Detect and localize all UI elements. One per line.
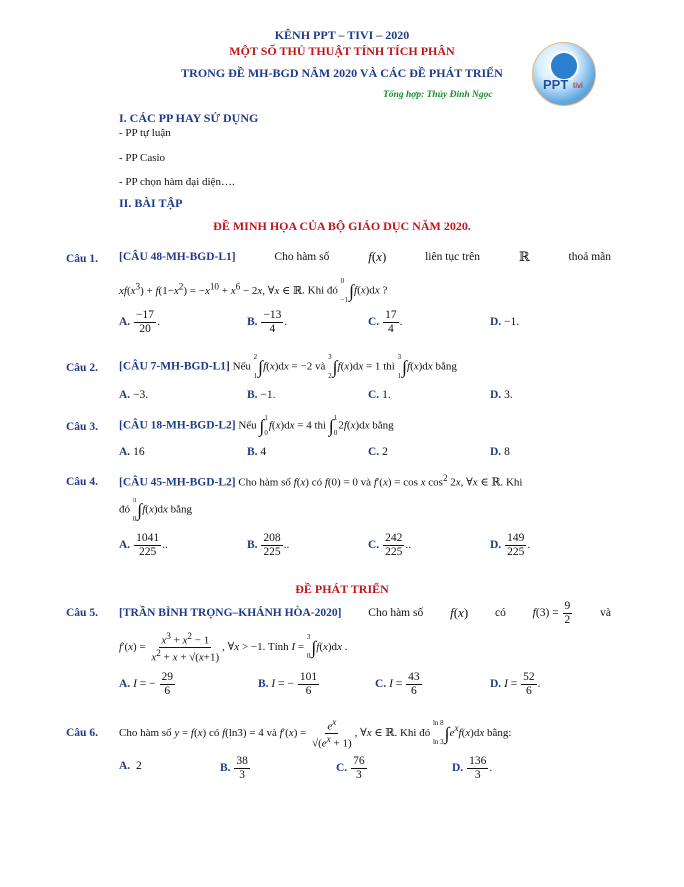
option-letter: B. bbox=[258, 677, 269, 690]
word: và bbox=[360, 476, 372, 489]
word: có bbox=[494, 607, 506, 620]
option-letter: A. bbox=[119, 538, 131, 551]
question-4-label: Câu 4. bbox=[66, 476, 98, 488]
question-3-option-b[interactable] bbox=[247, 446, 266, 458]
math-fx: f(x) bbox=[450, 605, 469, 621]
question-3-label: Câu 3. bbox=[66, 421, 98, 433]
ppt-tivi-logo-icon bbox=[532, 42, 596, 106]
math-integral: ∫ bbox=[402, 357, 407, 377]
word: bằng bbox=[372, 419, 394, 432]
frac-num: −17 bbox=[136, 309, 155, 321]
frac-num: 208 bbox=[263, 532, 281, 544]
frac-den: 6 bbox=[411, 684, 417, 697]
option-letter: D. bbox=[490, 316, 502, 328]
word: thì bbox=[383, 360, 395, 373]
option-letter: A. bbox=[119, 446, 131, 458]
frac-num: 242 bbox=[385, 532, 403, 544]
option-letter: A. bbox=[119, 677, 131, 690]
frac-num: −13 bbox=[263, 309, 282, 321]
frac-num: 52 bbox=[523, 671, 535, 683]
math-equation: $xf(x^3) + f(1-x^2) = -x^{10} + x^6 - 2x$, ∀x ∈ ℝ bbox=[119, 280, 303, 297]
question-6-option-a[interactable] bbox=[119, 760, 142, 772]
frac-num: 101 bbox=[299, 671, 318, 683]
option-letter: D. bbox=[490, 677, 502, 690]
method-item: - PP Casio bbox=[119, 152, 166, 164]
option-letter: B. bbox=[247, 389, 258, 401]
section-methods-title: I. CÁC PP HAY SỬ DỤNG bbox=[119, 111, 259, 125]
question-6-option-d[interactable]: D. $\frac{136}{3}$ . bbox=[452, 755, 493, 781]
question-6-option-c[interactable] bbox=[336, 755, 368, 781]
question-2-source: [CÂU 7-MH-BGD-L1] bbox=[119, 360, 230, 373]
question-4-option-c[interactable]: C. $\frac{242}{225}$ .. bbox=[368, 532, 412, 558]
frac-den: 6 bbox=[526, 684, 532, 697]
frac-den: 225 bbox=[385, 545, 403, 558]
math-limits: 1 0 bbox=[264, 414, 268, 437]
word: có bbox=[311, 476, 323, 489]
question-1-option-b[interactable]: B. $\frac{-13}{4}$ . bbox=[247, 309, 288, 335]
word: đó bbox=[119, 503, 130, 516]
frac-den: 6 bbox=[164, 684, 171, 697]
math-limits: 2 1 bbox=[253, 353, 258, 380]
option-value: 2 bbox=[382, 446, 388, 458]
frac-num: 149 bbox=[507, 532, 525, 544]
frac-num: 43 bbox=[408, 671, 420, 683]
question-1-option-d[interactable] bbox=[490, 316, 519, 328]
frac-den: 6 bbox=[305, 684, 312, 697]
math-limits: 3 1 bbox=[397, 353, 402, 380]
math-integral: ∫ bbox=[258, 357, 264, 377]
exam-title-moet: ĐỀ MINH HỌA CỦA BỘ GIÁO DỤC NĂM 2020. bbox=[213, 219, 471, 233]
option-letter: A. bbox=[119, 760, 131, 772]
question-4-line1: [CÂU 45-MH-BGD-L2] Cho hàm số f(x) có f(0) = 0 và f′(x) = cos x $\cos^2 2x$, ∀x ∈ ℝ. Khi bbox=[119, 473, 523, 489]
exam-title-development: ĐỀ PHÁT TRIỂN bbox=[295, 582, 389, 596]
question-5-option-c[interactable]: C. I = $\frac{43}{6}$ bbox=[375, 671, 420, 697]
option-letter: B. bbox=[247, 538, 258, 551]
option-value: −1. bbox=[504, 316, 520, 328]
word: bằng bbox=[435, 360, 457, 373]
math-integral: ∫ bbox=[311, 637, 317, 658]
question-3-option-d[interactable] bbox=[490, 446, 510, 458]
math-limits: 3 2 bbox=[328, 353, 332, 380]
word: và bbox=[266, 726, 277, 739]
math-limits: 3 0 bbox=[306, 633, 311, 661]
math-fx: f(x) bbox=[368, 249, 387, 264]
frac-den: 3 bbox=[355, 768, 362, 781]
option-letter: A. bbox=[119, 315, 131, 328]
question-1-line2: $xf(x^3) + f(1-x^2) = -x^{10} + x^6 - 2x$, ∀x ∈ ℝ. Khi đó 0 −1 ∫f(x)dx ? bbox=[119, 277, 388, 304]
channel-title: KÊNH PPT – TIVI – 2020 bbox=[274, 28, 410, 42]
question-3-option-a[interactable] bbox=[119, 446, 145, 458]
question-5-label: Câu 5. bbox=[66, 607, 98, 619]
question-5-source: [TRẦN BÌNH TRỌNG–KHÁNH HÒA-2020] bbox=[119, 607, 342, 620]
math-real-set: ℝ bbox=[518, 249, 530, 264]
math-integral: ∫ bbox=[137, 500, 143, 520]
math-integral: ∫ bbox=[328, 416, 334, 436]
question-5-option-d[interactable]: D. I = $\frac{52}{6}$ . bbox=[490, 671, 541, 697]
question-1-text: thoả mãn bbox=[568, 251, 611, 263]
math-integral: ∫ bbox=[332, 357, 338, 377]
option-value: 2 bbox=[135, 760, 142, 772]
question-1-option-a[interactable]: A. $\frac{-17}{20}$ . bbox=[119, 309, 160, 335]
frac-den: 225 bbox=[507, 545, 525, 558]
frac-den: 4 bbox=[387, 322, 394, 335]
math-limits: 1 0 bbox=[333, 414, 338, 437]
question-6-option-b[interactable] bbox=[220, 755, 251, 781]
math-integral: ∫ bbox=[349, 281, 355, 301]
math-initial: f(3) = $\frac{9}{2}$ bbox=[532, 600, 571, 626]
option-value: −3. bbox=[133, 389, 149, 401]
word: và bbox=[314, 360, 326, 373]
option-letter: C. bbox=[368, 315, 380, 328]
option-letter: C. bbox=[336, 761, 348, 774]
logo-text: PPT bbox=[543, 77, 569, 92]
word: . Tính bbox=[262, 640, 289, 653]
section-exercises-title: II. BÀI TẬP bbox=[119, 196, 183, 210]
word: và bbox=[600, 607, 611, 620]
frac-num: 29 bbox=[161, 671, 174, 683]
question-1-text: Cho hàm số bbox=[274, 251, 330, 263]
question-2-label: Câu 2. bbox=[66, 362, 98, 374]
doc-title-line2: TRONG ĐỀ MH-BGD NĂM 2020 VÀ CÁC ĐỀ PHÁT TRIỂN bbox=[181, 66, 503, 80]
word: thì bbox=[314, 419, 327, 432]
option-letter: D. bbox=[452, 761, 464, 774]
question-3-text: [CÂU 18-MH-BGD-L2] Nếu ∫ 1 0 f(x)dx = 4 thì ∫ 1 0 2f(x)dx bằng bbox=[119, 414, 394, 437]
method-item: - PP chọn hàm đại diện…. bbox=[119, 176, 235, 188]
frac-den: 225 bbox=[263, 545, 281, 558]
question-2-option-b[interactable] bbox=[247, 389, 276, 401]
frac-num: 136 bbox=[469, 755, 487, 767]
option-value: 1. bbox=[382, 389, 391, 401]
question-2-text: [CÂU 7-MH-BGD-L1] Nếu 2 1 ∫f(x)dx = −2 và 3 2 ∫f(x)dx = 1 thì 3 1 ∫f(x)dx bằng bbox=[119, 353, 457, 380]
question-1-line1 bbox=[119, 249, 611, 265]
doc-title-line1: MỘT SỐ THỦ THUẬT TÍNH TÍCH PHÂN bbox=[229, 44, 455, 58]
word: có bbox=[208, 726, 220, 739]
question-2-option-d[interactable] bbox=[490, 389, 513, 401]
option-value: −1. bbox=[260, 389, 276, 401]
frac-den: 20 bbox=[139, 322, 151, 335]
option-value: 16 bbox=[133, 446, 145, 458]
option-letter: C. bbox=[375, 677, 387, 690]
question-5-option-a[interactable]: A. I = − $\frac{29}{6}$ bbox=[119, 671, 174, 697]
word: Nếu bbox=[232, 360, 251, 373]
option-letter: B. bbox=[247, 315, 258, 328]
word: Cho hàm số bbox=[238, 476, 291, 489]
math-integral: ∫ bbox=[444, 723, 450, 744]
question-2-option-a[interactable] bbox=[119, 389, 148, 401]
question-5-line2: f′(x) = $\frac{x^3 + x^2 - 1}{x^2 + x + √(x+1)}$ , ∀x > −1. Tính I = 3 0 ∫f(x)dx . bbox=[119, 631, 348, 664]
question-1-text: liên tục trên bbox=[425, 251, 481, 263]
question-4-option-a[interactable]: A. $\frac{1041}{225}$ .. bbox=[119, 532, 168, 558]
question-4-option-b[interactable]: B. $\frac{208}{225}$ .. bbox=[247, 532, 290, 558]
frac-num: 38 bbox=[236, 755, 248, 767]
logo-subtext: tivi bbox=[573, 81, 583, 90]
word: bằng bbox=[170, 503, 193, 516]
frac-num: 1041 bbox=[136, 532, 160, 544]
option-letter: C. bbox=[368, 446, 380, 458]
option-value: 4 bbox=[260, 446, 267, 458]
math-integral: ∫ bbox=[259, 416, 265, 436]
math-limits: ln 8 ln 3 bbox=[432, 719, 444, 747]
question-4-option-d[interactable]: D. $\frac{149}{225}$ . bbox=[490, 532, 531, 558]
option-value: 3. bbox=[504, 389, 513, 401]
word: Cho hàm số bbox=[119, 726, 172, 739]
option-letter: D. bbox=[490, 538, 502, 551]
question-2-option-c[interactable] bbox=[368, 389, 391, 401]
frac-num: 17 bbox=[385, 309, 397, 321]
option-letter: D. bbox=[490, 446, 502, 458]
question-4-source: [CÂU 45-MH-BGD-L2] bbox=[119, 476, 236, 489]
author-credit: Tổng hợp: Thủy Đinh Ngọc bbox=[383, 90, 493, 100]
frac-num: 76 bbox=[353, 755, 365, 767]
question-6-text: Cho hàm số y = f(x) có f(ln3) = 4 và f′(x) = $\frac{e^x}{√(e^x + 1)}$ , ∀x ∈ ℝ. Khi đó ln 8 ln 3 $\int e^xf(x)dx$ bằng: bbox=[119, 717, 512, 750]
question-1-option-c[interactable]: C. $\frac{17}{4}$ . bbox=[368, 309, 403, 335]
frac-den: 3 bbox=[474, 768, 481, 781]
question-1-label: Câu 1. bbox=[66, 253, 98, 265]
question-5-line1 bbox=[119, 600, 611, 626]
frac-den: 225 bbox=[138, 545, 157, 558]
question-6-label: Câu 6. bbox=[66, 727, 98, 739]
question-5-option-b[interactable]: B. I = − $\frac{101}{6}$ bbox=[258, 671, 318, 697]
frac-den: 4 bbox=[269, 322, 276, 335]
method-item: - PP tự luận bbox=[119, 127, 171, 139]
question-1-text: . Khi đó bbox=[302, 284, 338, 297]
word: . Khi bbox=[500, 476, 523, 489]
option-value: 8 bbox=[504, 446, 510, 458]
word: Nếu bbox=[238, 419, 257, 432]
option-letter: B. bbox=[220, 761, 231, 774]
question-1-source: [CÂU 48-MH-BGD-L1] bbox=[119, 251, 236, 263]
frac-den: 3 bbox=[239, 768, 246, 781]
question-4-line2: đó π 0 ∫f(x)dx bằng bbox=[119, 496, 193, 523]
question-3-source: [CÂU 18-MH-BGD-L2] bbox=[119, 419, 236, 432]
math-limits: 0 −1 bbox=[340, 277, 349, 304]
option-letter: C. bbox=[368, 538, 380, 551]
word: Cho hàm số bbox=[368, 607, 424, 620]
question-3-option-c[interactable] bbox=[368, 446, 388, 458]
math-limits: π 0 bbox=[132, 496, 137, 523]
option-letter: D. bbox=[490, 389, 502, 401]
word: . Khi đó bbox=[394, 726, 431, 739]
option-letter: B. bbox=[247, 446, 258, 458]
option-letter: A. bbox=[119, 389, 131, 401]
option-letter: C. bbox=[368, 389, 380, 401]
word: bằng: bbox=[486, 726, 512, 739]
